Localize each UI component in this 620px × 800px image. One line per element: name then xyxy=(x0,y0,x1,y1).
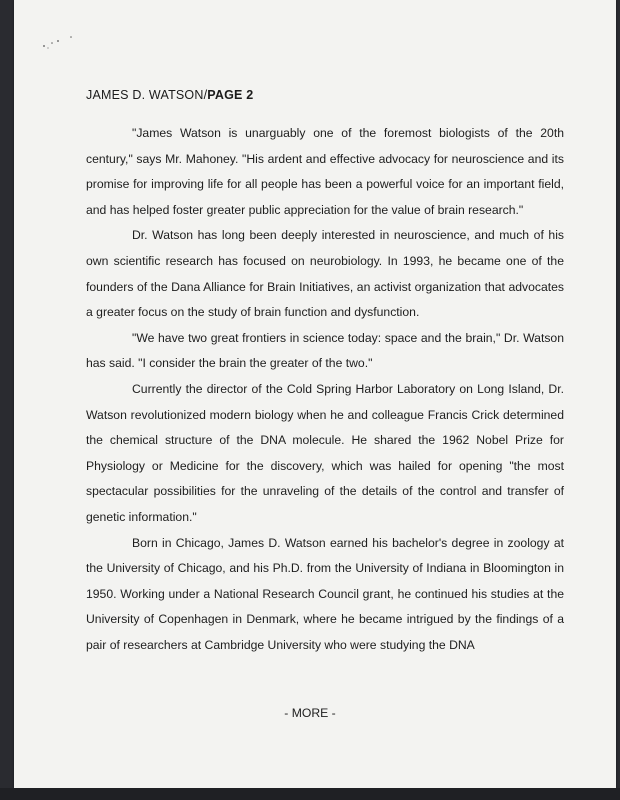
document-body xyxy=(86,121,564,658)
ink-speck-mark xyxy=(38,32,78,52)
paragraph-5: Born in Chicago, James D. Watson earned his bachelor's degree in zoology at the University of Chicago, and his Ph.D. from the University of Indiana in Bloomington in 1950. Working under a National Research Council grant, he continued his studies at the University of Copenhagen in Denmark, where he became intrigued by the findings of a pair of researchers at Cambridge University who were studying the DNA xyxy=(86,535,564,652)
paragraph-1: "James Watson is unarguably one of the foremost biologists of the 20th century," says Mr. Mahoney. "His ardent and effective advocacy for neuroscience and its promise for improving life for all people has been a powerful voice for an important field, and has helped foster greater public appreciation for the value of brain research." xyxy=(86,126,564,217)
paragraph-3: "We have two great frontiers in science today: space and the brain," Dr. Watson has said. "I consider the brain the greater of the two." xyxy=(86,330,564,371)
header-page-number: PAGE 2 xyxy=(207,88,254,102)
paragraph-2: Dr. Watson has long been deeply interested in neuroscience, and much of his own scientific research has focused on neurobiology. In 1993, he became one of the founders of the Dana Alliance for Brain Initiatives, an activist organization that advocates a greater focus on the study of brain function and dysfunction. xyxy=(86,228,564,320)
header-name: JAMES D. WATSON/ xyxy=(86,88,208,102)
paragraph-4: Currently the director of the Cold Spring Harbor Laboratory on Long Island, Dr. Watson revolutionized modern biology when he and colleague Francis Crick determined the chemical structure of the DNA molecule. He shared the 1962 Nobel Prize for Physiology or Medicine for the discovery, which was hailed for opening "the most spectacular possibilities for the unraveling of the details of the control and transfer of genetic information." xyxy=(86,381,564,524)
page-header xyxy=(86,88,253,102)
continuation-marker: - MORE - xyxy=(284,706,336,720)
document-page xyxy=(14,0,616,788)
scan-bottom-edge xyxy=(0,788,620,800)
